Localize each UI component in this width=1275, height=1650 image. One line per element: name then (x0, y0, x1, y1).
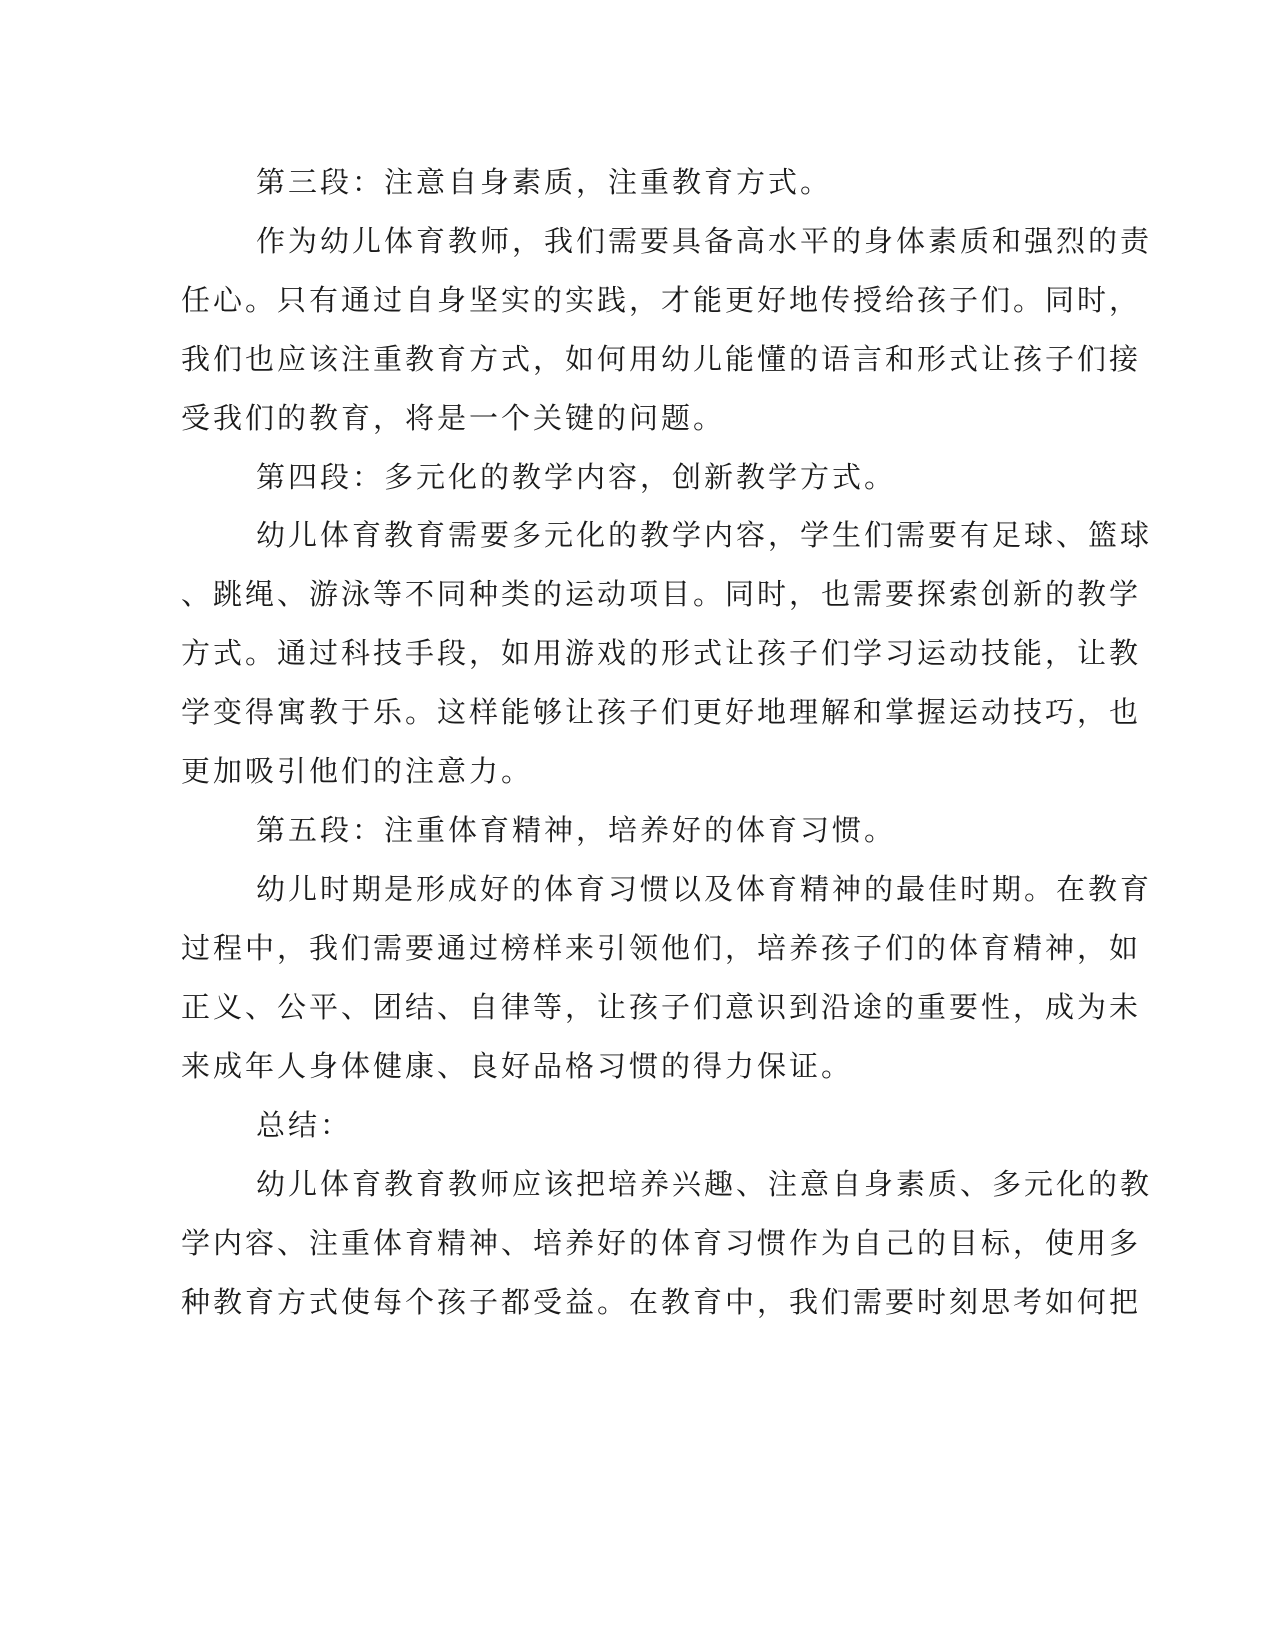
section-4-paragraph-line: 幼儿体育教育需要多元化的教学内容，学生们需要有足球、篮球 (256, 518, 1153, 552)
section-4-paragraph-line: 方式。通过科技手段，如用游戏的形式让孩子们学习运动技能，让教 (181, 636, 1142, 670)
section-4-paragraph-line: 更加吸引他们的注意力。 (181, 754, 534, 788)
section-5-paragraph-line: 正义、公平、团结、自律等，让孩子们意识到沿途的重要性，成为未 (181, 990, 1142, 1024)
section-5-paragraph-line: 来成年人身体健康、良好品格习惯的得力保证。 (181, 1049, 854, 1083)
section-5-heading: 第五段：注重体育精神，培养好的体育习惯。 (256, 813, 897, 847)
section-5-paragraph-line: 过程中，我们需要通过榜样来引领他们，培养孩子们的体育精神，如 (181, 931, 1142, 965)
section-4-paragraph-line: 、跳绳、游泳等不同种类的运动项目。同时，也需要探索创新的教学 (181, 577, 1142, 611)
summary-paragraph-line: 种教育方式使每个孩子都受益。在教育中，我们需要时刻思考如何把 (181, 1285, 1142, 1319)
summary-paragraph-line: 幼儿体育教育教师应该把培养兴趣、注意自身素质、多元化的教 (256, 1167, 1153, 1201)
section-3-paragraph-line: 我们也应该注重教育方式，如何用幼儿能懂的语言和形式让孩子们接 (181, 342, 1142, 376)
section-3-paragraph-line: 作为幼儿体育教师，我们需要具备高水平的身体素质和强烈的责 (256, 224, 1153, 258)
section-3-paragraph-line: 任心。只有通过自身坚实的实践，才能更好地传授给孩子们。同时， (181, 283, 1142, 317)
summary-heading: 总结： (256, 1108, 353, 1142)
section-4-heading: 第四段：多元化的教学内容，创新教学方式。 (256, 460, 897, 494)
section-5-paragraph-line: 幼儿时期是形成好的体育习惯以及体育精神的最佳时期。在教育 (256, 872, 1153, 906)
section-3-heading: 第三段：注意自身素质，注重教育方式。 (256, 165, 833, 199)
section-4-paragraph-line: 学变得寓教于乐。这样能够让孩子们更好地理解和掌握运动技巧，也 (181, 695, 1142, 729)
section-3-paragraph-line: 受我们的教育，将是一个关键的问题。 (181, 401, 726, 435)
summary-paragraph-line: 学内容、注重体育精神、培养好的体育习惯作为自己的目标，使用多 (181, 1226, 1142, 1260)
